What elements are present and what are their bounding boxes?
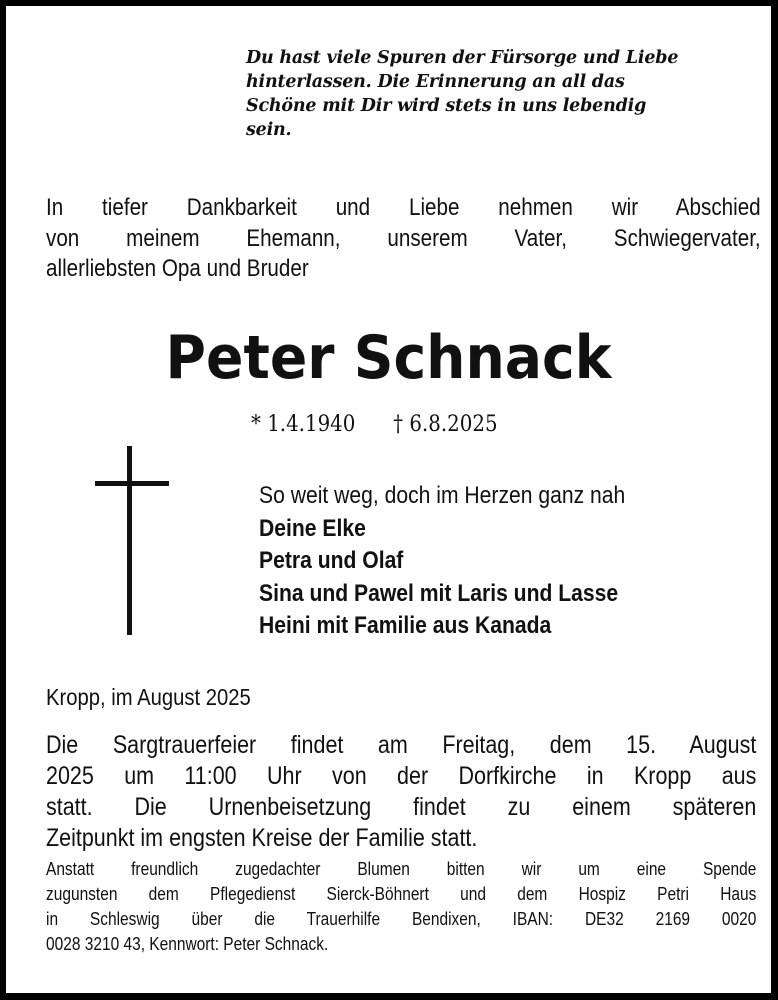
mourners-list bbox=[259, 480, 625, 643]
cross-horizontal-bar bbox=[95, 481, 169, 486]
motto-line: Schöne mit Dir wird stets in uns lebendig bbox=[246, 96, 647, 116]
service-line: Zeitpunkt im engsten Kreise der Familie statt. bbox=[46, 824, 478, 852]
farewell-intro bbox=[46, 193, 761, 285]
donation-line: 0028 3210 43, Kennwort: Peter Schnack. bbox=[46, 934, 329, 954]
deceased-name: Peter Schnack bbox=[165, 323, 612, 393]
cross-vertical-bar bbox=[127, 446, 132, 635]
birth-date: * 1.4.1940 bbox=[251, 412, 356, 437]
donation-line: zugunsten dem Pflegedienst Sierck-Böhnert und dem Hospiz Petri Haus bbox=[46, 884, 757, 904]
death-date: † 6.8.2025 bbox=[393, 412, 498, 437]
service-line: Die Sargtrauerfeier findet am Freitag, dem 15. August bbox=[46, 731, 757, 759]
donation-line: Anstatt freundlich zugedachter Blumen bitten wir um eine Spende bbox=[46, 859, 757, 879]
donation-line: in Schleswig über die Trauerhilfe Bendixen, IBAN: DE32 2169 0020 bbox=[46, 909, 757, 929]
mourner-name: Deine Elke bbox=[259, 514, 366, 542]
mourner-name: Heini mit Familie aus Kanada bbox=[259, 612, 552, 639]
motto-line: hinterlassen. Die Erinnerung an all das bbox=[246, 72, 625, 92]
mourner-name: Petra und Olaf bbox=[259, 547, 404, 574]
intro-line: allerliebsten Opa und Bruder bbox=[46, 255, 309, 282]
intro-line: von meinem Ehemann, unserem Vater, Schwiegervater, bbox=[46, 224, 761, 252]
intro-line: In tiefer Dankbarkeit und Liebe nehmen wir Abschied bbox=[46, 194, 761, 221]
funeral-service-info bbox=[46, 730, 756, 854]
motto-quote bbox=[246, 46, 726, 142]
life-dates bbox=[251, 410, 498, 440]
obituary-notice bbox=[6, 6, 771, 993]
place-date: Kropp, im August 2025 bbox=[46, 684, 251, 710]
motto-line: sein. bbox=[246, 120, 292, 140]
motto-line: Du hast viele Spuren der Fürsorge und Liebe bbox=[246, 48, 679, 68]
mourners-intro: So weit weg, doch im Herzen ganz nah bbox=[259, 482, 626, 509]
mourner-name: Sina und Pawel mit Laris und Lasse bbox=[259, 579, 619, 607]
service-line: 2025 um 11:00 Uhr von der Dorfkirche in Kropp aus bbox=[46, 762, 757, 790]
service-line: statt. Die Urnenbeisetzung findet zu einem späteren bbox=[46, 793, 757, 821]
donation-request bbox=[46, 857, 756, 957]
